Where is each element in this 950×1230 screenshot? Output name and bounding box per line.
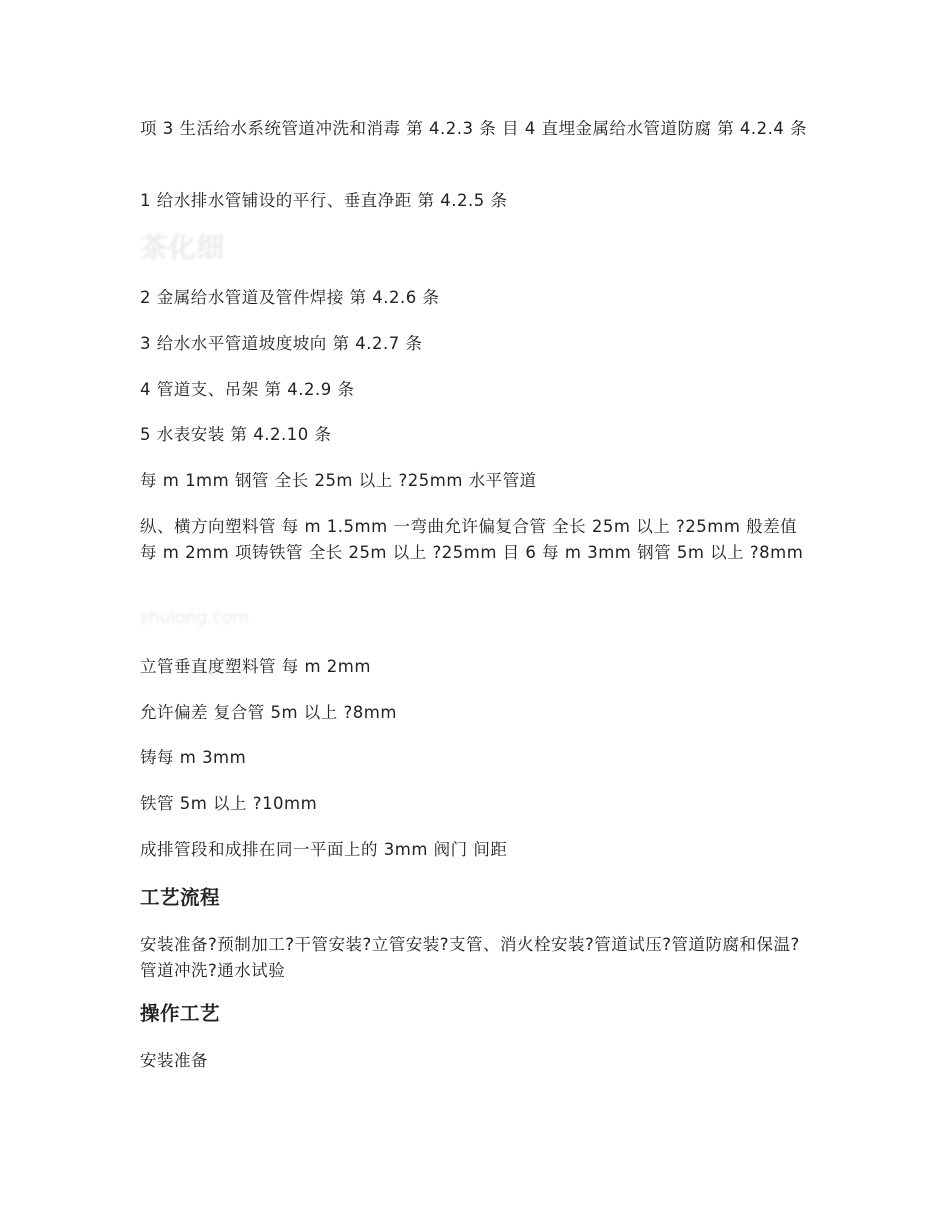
paragraph-installation-prep: 安装准备 xyxy=(140,1051,208,1070)
paragraph-item-3-4: 项 3 生活给水系统管道冲洗和消毒 第 4.2.3 条 目 4 直埋金属给水管道防腐 第 4.2.4 条 xyxy=(140,119,808,138)
watermark-logo: 茶化细 xyxy=(140,231,225,264)
paragraph-process-flow: 安装准备?预制加工?干管安装?立管安装?支管、消火栓安装?管道试压?管道防腐和保温?管道冲洗?通水试验 xyxy=(140,935,800,980)
paragraph-vertical-plastic: 立管垂直度塑料管 每 m 2mm xyxy=(140,657,371,676)
paragraph-general-5: 5 水表安装 第 4.2.10 条 xyxy=(140,425,332,444)
paragraph-general-2: 2 金属给水管道及管件焊接 第 4.2.6 条 xyxy=(140,288,440,307)
paragraph-general-3: 3 给水水平管道坡度坡向 第 4.2.7 条 xyxy=(140,334,423,353)
paragraph-general-1: 1 给水排水管铺设的平行、垂直净距 第 4.2.5 条 xyxy=(140,191,508,210)
paragraph-cast-iron-1: 铸每 m 3mm xyxy=(140,748,247,767)
paragraph-allowed-deviation: 允许偏差 复合管 5m 以上 ?8mm xyxy=(140,703,397,722)
section-heading-operation: 操作工艺 xyxy=(140,1002,221,1025)
paragraph-bending-deviation: 纵、横方向塑料管 每 m 1.5mm 一弯曲允许偏复合管 全长 25m 以上 ?25mm 般差值 每 m 2mm 项铸铁管 全长 25m 以上 ?25mm 目 6 每 m 3mm 钢管 5m 以上 ?8mm xyxy=(140,517,804,562)
paragraph-general-4: 4 管道支、吊架 第 4.2.9 条 xyxy=(140,380,355,399)
paragraph-cast-iron-2: 铁管 5m 以上 ?10mm xyxy=(140,794,318,813)
watermark-site: zhulong.com xyxy=(140,608,249,628)
section-heading-process-flow: 工艺流程 xyxy=(140,886,221,909)
paragraph-row-spacing: 成排管段和成排在同一平面上的 3mm 阀门 间距 xyxy=(140,840,508,859)
paragraph-horizontal-pipe: 每 m 1mm 钢管 全长 25m 以上 ?25mm 水平管道 xyxy=(140,471,537,490)
